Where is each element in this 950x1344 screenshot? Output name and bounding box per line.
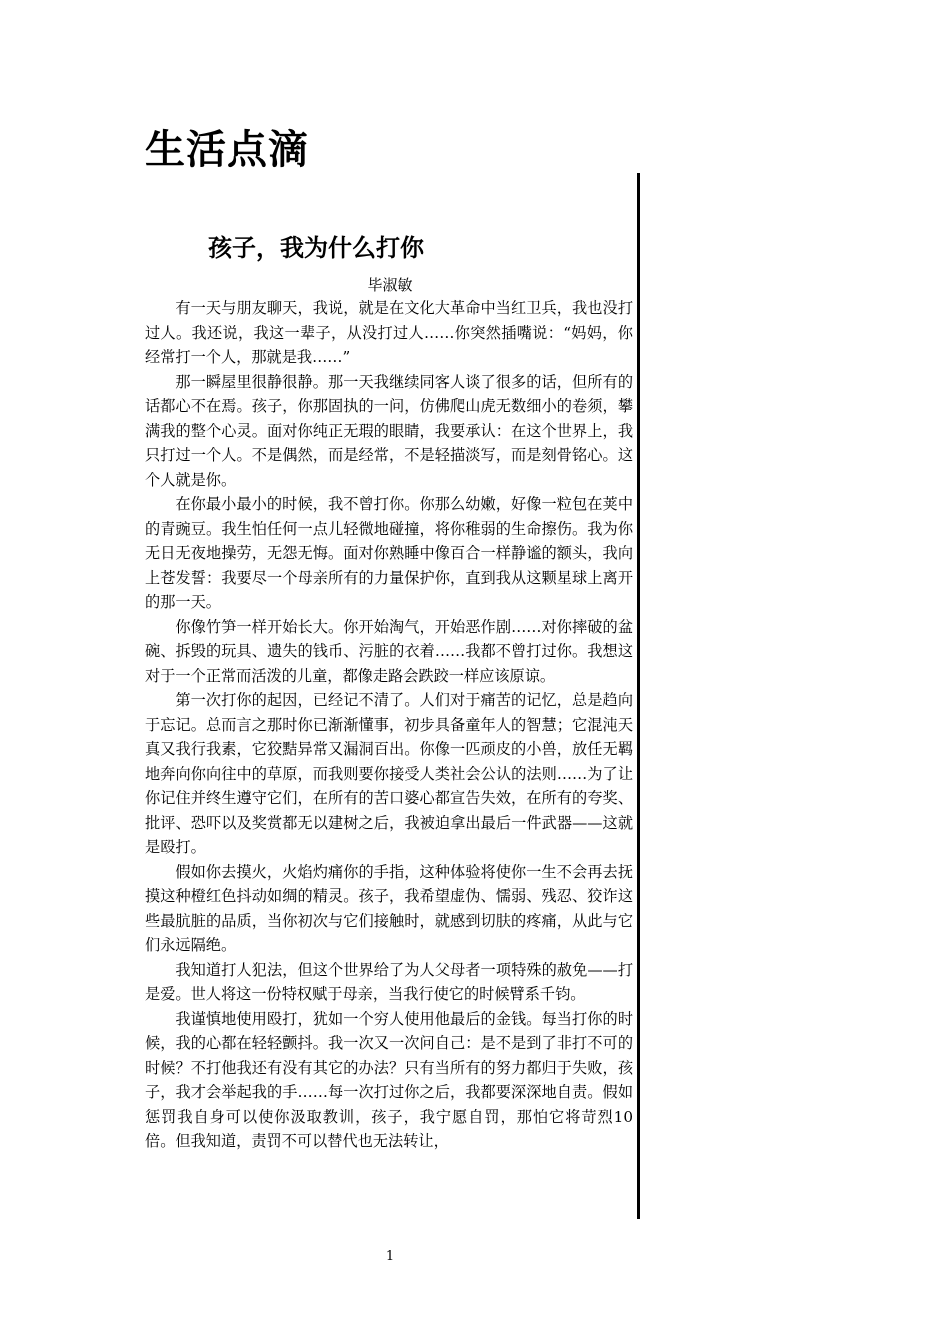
vertical-rule xyxy=(637,173,640,1219)
section-title: 生活点滴 xyxy=(145,127,309,173)
paragraph: 你像竹笋一样开始长大。你开始淘气，开始恶作剧……对你摔破的盆碗、拆毁的玩具、遗失的钱币、污脏的衣着……我都不曾打过你。我想这对于一个正常而活泼的儿童，都像走路会跌跤一样应该原谅。 xyxy=(145,617,633,685)
paragraph: 那一瞬屋里很静很静。那一天我继续同客人谈了很多的话，但所有的话都心不在焉。孩子，你那固执的一问，仿佛爬山虎无数细小的卷须，攀满我的整个心灵。面对你纯正无瑕的眼睛，我要承认：在这个世界上，我只打过一个人。不是偶然，而是经常，不是轻描淡写，而是刻骨铭心。这个人就是你。 xyxy=(145,372,633,489)
paragraph: 在你最小最小的时候，我不曾打你。你那么幼嫩，好像一粒包在荚中的青豌豆。我生怕任何一点儿轻微地碰撞，将你稚弱的生命擦伤。我为你无日无夜地操劳，无怨无悔。面对你熟睡中像百合一样静谧的额头，我向上苍发誓：我要尽一个母亲所有的力量保护你，直到我从这颗星球上离开的那一天。 xyxy=(145,495,633,611)
article-body xyxy=(145,296,633,1154)
paragraph: 我谨慎地使用殴打，犹如一个穷人使用他最后的金钱。每当打你的时候，我的心都在轻轻颤抖。我一次又一次问自己：是不是到了非打不可的时候？不打他我还有没有其它的办法？只有当所有的努力都归于失败，孩子，我才会举起我的手……每一次打过你之后，我都要深深地自责。假如惩罚我自身可以使你汲取教训，孩子，我宁愿自罚，那怕它将苛烈10倍。但我知道，责罚不可以替代也无法转让， xyxy=(145,1009,633,1150)
article-title: 孩子，我为什么打你 xyxy=(208,234,424,262)
paragraph: 我知道打人犯法，但这个世界给了为人父母者一项特殊的赦免——打是爱。世人将这一份特权赋于母亲，当我行使它的时候臂系千钧。 xyxy=(145,960,633,1003)
paragraph: 有一天与朋友聊天，我说，就是在文化大革命中当红卫兵，我也没打过人。我还说，我这一辈子，从没打过人……你突然插嘴说：“妈妈，你经常打一个人，那就是我……” xyxy=(145,299,633,366)
paragraph: 第一次打你的起因，已经记不清了。人们对于痛苦的记忆，总是趋向于忘记。总而言之那时你已渐渐懂事，初步具备童年人的智慧；它混沌天真又我行我素，它狡黠异常又漏洞百出。你像一匹顽皮的小兽，放任无羁地奔向你向往中的草原，而我则要你接受人类社会公认的法则……为了让你记住并终生遵守它们，在所有的苦口婆心都宣告失效，在所有的夸奖、批评、恐吓以及奖赏都无以建树之后，我被迫拿出最后一件武器——这就是殴打。 xyxy=(145,691,633,856)
article-author: 毕淑敏 xyxy=(367,276,413,294)
page-number: 1 xyxy=(385,1249,395,1264)
paragraph: 假如你去摸火，火焰灼痛你的手指，这种体验将使你一生不会再去抚摸这种橙红色抖动如绸的精灵。孩子，我希望虚伪、懦弱、残忍、狡诈这些最肮脏的品质，当你初次与它们接触时，就感到切肤的疼痛，从此与它们永远隔绝。 xyxy=(145,862,633,954)
